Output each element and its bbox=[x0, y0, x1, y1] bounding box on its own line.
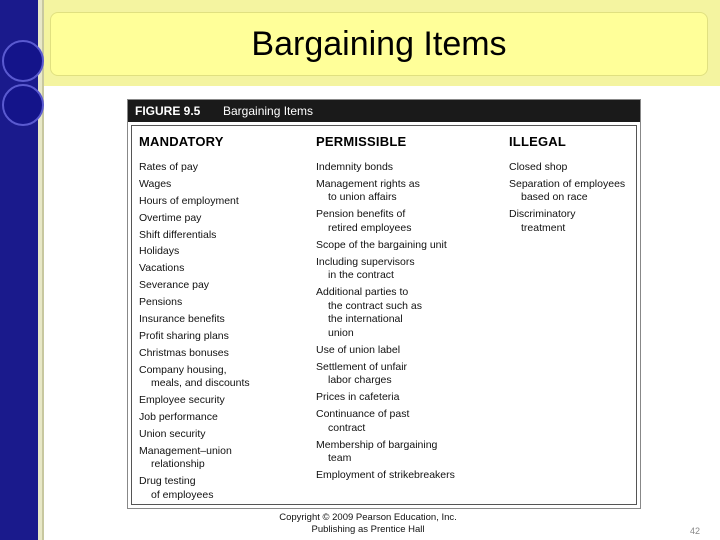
bargaining-items-figure bbox=[127, 99, 641, 509]
item-text: Vacations bbox=[139, 262, 185, 275]
list-item bbox=[316, 208, 506, 235]
item-text: Settlement of unfair bbox=[316, 360, 408, 373]
item-text: Job performance bbox=[139, 411, 218, 424]
list-item bbox=[509, 161, 639, 175]
item-text: Profit sharing plans bbox=[139, 329, 229, 342]
item-text: Employment of strikebreakers bbox=[316, 469, 455, 482]
item-text: Membership of bargaining bbox=[316, 438, 438, 451]
slide-title: Bargaining Items bbox=[251, 24, 507, 63]
item-text: Continuance of past bbox=[316, 408, 410, 421]
list-item bbox=[316, 286, 506, 340]
title-box bbox=[50, 12, 708, 76]
list-item bbox=[316, 361, 506, 388]
item-text: Hours of employment bbox=[139, 194, 239, 207]
list-item bbox=[139, 364, 309, 391]
column-permissible bbox=[316, 134, 506, 486]
list-item bbox=[139, 428, 309, 442]
list-item bbox=[139, 394, 309, 408]
list-item bbox=[139, 195, 309, 209]
item-text: Management rights as bbox=[316, 177, 420, 190]
item-text: Discriminatory bbox=[509, 208, 576, 221]
item-text: Including supervisors bbox=[316, 255, 415, 268]
item-text: Additional parties to bbox=[316, 286, 409, 299]
item-text-continued: retired employees bbox=[328, 221, 412, 234]
list-item bbox=[139, 445, 309, 472]
item-text-continued: in the contract bbox=[328, 269, 394, 282]
item-text-continued: treatment bbox=[521, 221, 566, 234]
list-item bbox=[139, 245, 309, 259]
list-item bbox=[316, 239, 506, 253]
figure-title: Bargaining Items bbox=[223, 104, 314, 118]
item-text: Holidays bbox=[139, 245, 180, 258]
item-text: Employee security bbox=[139, 394, 225, 407]
item-text: Rates of pay bbox=[139, 161, 198, 173]
list-item bbox=[139, 475, 309, 502]
list-item bbox=[139, 262, 309, 276]
item-text: Union security bbox=[139, 427, 206, 440]
item-text-continued: to union affairs bbox=[328, 191, 397, 204]
list-item bbox=[316, 391, 506, 405]
item-text: Indemnity bonds bbox=[316, 161, 394, 173]
list-item bbox=[316, 161, 506, 175]
list-item bbox=[509, 208, 639, 235]
item-text: Wages bbox=[139, 177, 172, 190]
item-text: Pensions bbox=[139, 296, 183, 309]
item-text: Insurance benefits bbox=[139, 313, 225, 326]
column-mandatory bbox=[139, 134, 309, 506]
item-text: Scope of the bargaining unit bbox=[316, 238, 447, 251]
list-item bbox=[316, 256, 506, 283]
list-item bbox=[316, 439, 506, 466]
footer-line-1: Copyright © 2009 Pearson Education, Inc. bbox=[279, 512, 457, 523]
list-item bbox=[139, 296, 309, 310]
item-text: Severance pay bbox=[139, 279, 210, 292]
item-text-continued: the contract such as bbox=[328, 299, 422, 312]
list-item bbox=[139, 313, 309, 327]
list-item bbox=[316, 344, 506, 358]
item-text-continued: contract bbox=[328, 421, 366, 434]
item-text-continued: team bbox=[328, 452, 352, 465]
item-text: Drug testing bbox=[139, 475, 196, 488]
item-text-continued: of employees bbox=[151, 488, 214, 501]
figure-header bbox=[128, 100, 640, 122]
list-item bbox=[139, 161, 309, 175]
item-text: Closed shop bbox=[509, 161, 568, 173]
list-item bbox=[139, 212, 309, 226]
item-text: Overtime pay bbox=[139, 211, 202, 224]
page-number: 42 bbox=[690, 526, 701, 536]
list-item bbox=[509, 178, 639, 205]
column-header: PERMISSIBLE bbox=[316, 134, 407, 149]
copyright-footer bbox=[248, 512, 488, 536]
list-item bbox=[316, 408, 506, 435]
item-text: Prices in cafeteria bbox=[316, 391, 400, 404]
decorative-circle-top bbox=[2, 40, 44, 82]
item-text: Shift differentials bbox=[139, 228, 217, 241]
item-text-continued: labor charges bbox=[328, 374, 392, 387]
item-text: Christmas bonuses bbox=[139, 346, 229, 359]
column-illegal bbox=[509, 134, 639, 239]
list-item bbox=[139, 279, 309, 293]
list-item bbox=[316, 178, 506, 205]
footer-line-2: Publishing as Prentice Hall bbox=[311, 524, 425, 535]
column-header: ILLEGAL bbox=[509, 134, 567, 149]
item-text-continued: based on race bbox=[521, 191, 588, 204]
item-text: Use of union label bbox=[316, 343, 401, 356]
item-text: Management–union bbox=[139, 444, 232, 457]
item-text: Pension benefits of bbox=[316, 208, 406, 221]
decorative-circle-bottom bbox=[2, 84, 44, 126]
item-text-continued: union bbox=[328, 327, 354, 340]
list-item bbox=[139, 411, 309, 425]
figure-number: FIGURE 9.5 bbox=[135, 104, 201, 118]
list-item bbox=[139, 178, 309, 192]
list-item bbox=[139, 229, 309, 243]
list-item bbox=[139, 330, 309, 344]
figure-body bbox=[131, 125, 637, 505]
item-text-continued: the international bbox=[328, 313, 403, 326]
list-item bbox=[316, 469, 506, 483]
item-text: Company housing, bbox=[139, 363, 227, 376]
item-text-continued: relationship bbox=[151, 458, 205, 471]
item-text: Separation of employees bbox=[509, 177, 626, 190]
list-item bbox=[139, 347, 309, 361]
item-text-continued: meals, and discounts bbox=[151, 377, 250, 390]
column-header: MANDATORY bbox=[139, 134, 224, 149]
